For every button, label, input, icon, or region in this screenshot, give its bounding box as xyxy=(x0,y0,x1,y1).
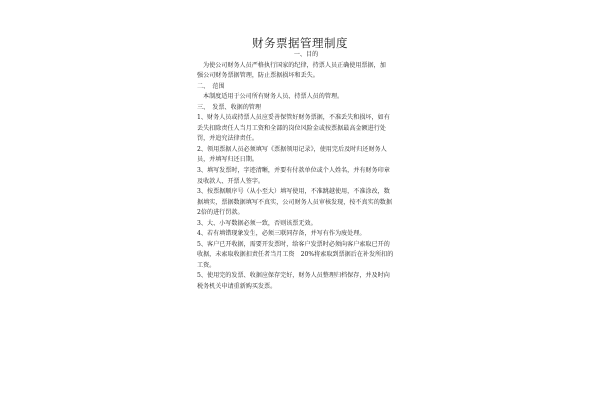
document-title: 财务票据管理制度 xyxy=(252,36,348,50)
document-line: 强公司财务票据管理，防止票据损坏和丢失。 xyxy=(197,72,319,80)
document-line: 及收款人、开票人签字。 xyxy=(197,177,265,185)
document-line: 3、按票据顺序号（从小至大）填写使用，不准跳越使用，不准涂改，数 xyxy=(197,188,390,196)
document-line: 4、若有填错现象发生，必须三联同存备，并写有作为废处理。 xyxy=(197,230,366,238)
document-line: 1、财务人员或持票人员应妥善保管好财务票据，不准丢失和损坏，如有 xyxy=(197,114,390,122)
document-line: 二、 范围 xyxy=(197,82,225,90)
document-line: 工资。 xyxy=(197,261,216,269)
document-line: 员，并填写归还日期。 xyxy=(197,156,258,164)
document-line: 2、领用票据人员必须填写《票据领用记录》，使用完后及时归还财务人 xyxy=(197,145,387,153)
document-line: 三、 发票、收据的管理 xyxy=(197,103,261,111)
document-line: 税务机关申请重新购买发票。 xyxy=(197,283,277,291)
document-line: 为使公司财务人员严格执行国家的纪律，持票人员正确使用票据，加 xyxy=(203,61,386,69)
document-line: 据填实，票据数据填写不真实，公司财务人员审核发现，按不真实的数据 xyxy=(197,198,392,206)
document-line: 一、目的 xyxy=(293,51,319,58)
document-line: 罚，并追究法律责任。 xyxy=(197,135,258,143)
document-line: 收据，未索取收据扣责任者当月工资 20%将索取到票据后在补发所扣的 xyxy=(197,251,394,259)
document-line: 本制度适用于公司所有财务人员、持票人员的管理。 xyxy=(203,93,344,101)
document-line: 丢失扣除责任人当月工资和全部的岗位风险金或按票据最高金额进行处 xyxy=(197,124,386,132)
document-line: 5、使用完的发票、收据应保存完好，财务人员整理归档保存，并及时向 xyxy=(197,272,390,280)
document-line: 3、填写发票时，字迹清晰，并要有付款单位或个人姓名，并有财务印章 xyxy=(197,167,390,175)
document-line: 3、大、小写数据必须一致，否则该票无效。 xyxy=(197,219,317,227)
document-line: 5、客户已开收据，需要开发票时，给客户发票时必须向客户索取已开的 xyxy=(197,240,390,248)
document-body xyxy=(197,50,415,293)
document-line: 2倍的进行罚款。 xyxy=(197,209,244,217)
